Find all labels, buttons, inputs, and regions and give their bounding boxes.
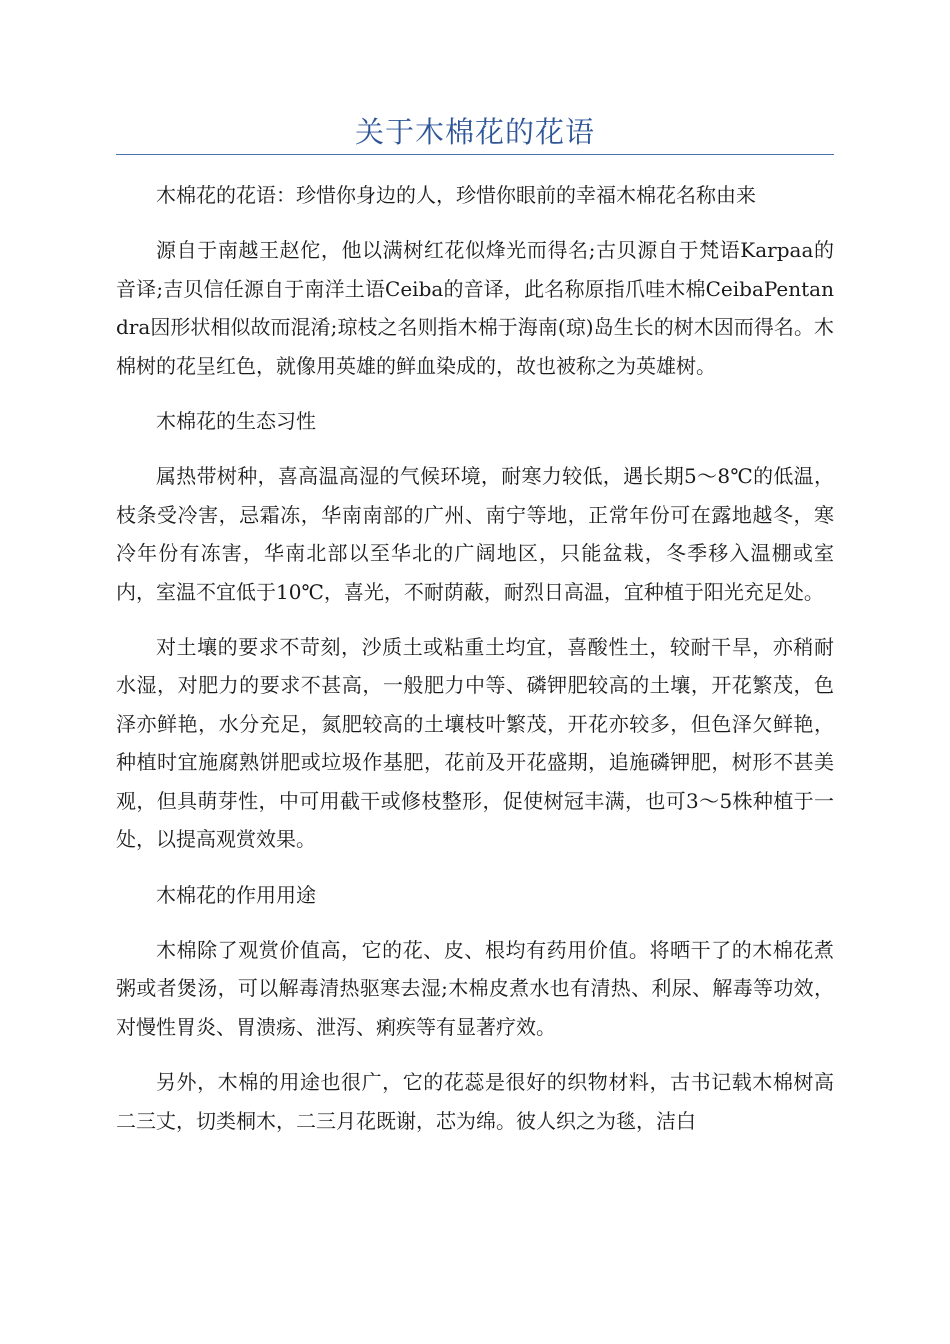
section-heading-uses: 木棉花的作用用途 bbox=[156, 882, 316, 907]
paragraph-soil: 对土壤的要求不苛刻，沙质土或粘重土均宜，喜酸性土，较耐干旱，亦稍耐水湿，对肥力的要求不甚高，一般肥力中等、磷钾肥较高的土壤，开花繁茂，色泽亦鲜艳，水分充足，氮肥较高的土壤枝叶繁茂，开花亦较多，但色泽欠鲜艳，种植时宜施腐熟饼肥或垃圾作基肥，花前及开花盛期，追施磷钾肥，树形不甚美观，但具萌芽性，中可用截干或修枝整形，促使树冠丰满，也可3～5株种植于一处，以提高观赏效果。 bbox=[116, 635, 834, 852]
paragraph-fiber: 另外，木棉的用途也很广，它的花蕊是很好的织物材料，古书记载木棉树高二三丈，切类桐木，二三月花既谢，芯为绵。彼人织之为毯，洁白 bbox=[116, 1070, 834, 1133]
section-heading-ecology: 木棉花的生态习性 bbox=[156, 409, 316, 434]
document-body bbox=[116, 176, 834, 1157]
title-underline bbox=[116, 154, 834, 155]
paragraph-flower-language: 木棉花的花语：珍惜你身边的人，珍惜你眼前的幸福木棉花名称由来 bbox=[156, 183, 756, 207]
paragraph-name-origin: 源自于南越王赵佗，他以满树红花似烽光而得名;古贝源自于梵语Karpaa的音译;吉贝信任源自于南洋土语Ceiba的音译，此名称原指爪哇木棉CeibaPentandra因形状相似故而混淆;琼枝之名则指木棉于海南(琼)岛生长的树木因而得名。木棉树的花呈红色，就像用英雄的鲜血染成的，故也被称之为英雄树。 bbox=[116, 238, 834, 378]
page-title: 关于木棉花的花语 bbox=[354, 115, 595, 149]
paragraph-climate: 属热带树种，喜高温高湿的气候环境，耐寒力较低，遇长期5～8℃的低温，枝条受冷害，忌霜冻，华南南部的广州、南宁等地，正常年份可在露地越冬，寒冷年份有冻害，华南北部以至华北的广阔地区，只能盆栽，冬季移入温棚或室内，室温不宜低于10℃，喜光，不耐荫蔽，耐烈日高温，宜种植于阳光充足处。 bbox=[116, 464, 834, 604]
paragraph-medicinal: 木棉除了观赏价值高，它的花、皮、根均有药用价值。将晒干了的木棉花煮粥或者煲汤，可以解毒清热驱寒去湿;木棉皮煮水也有清热、利尿、解毒等功效，对慢性胃炎、胃溃疡、泄泻、痢疾等有显著疗效。 bbox=[116, 937, 834, 1039]
